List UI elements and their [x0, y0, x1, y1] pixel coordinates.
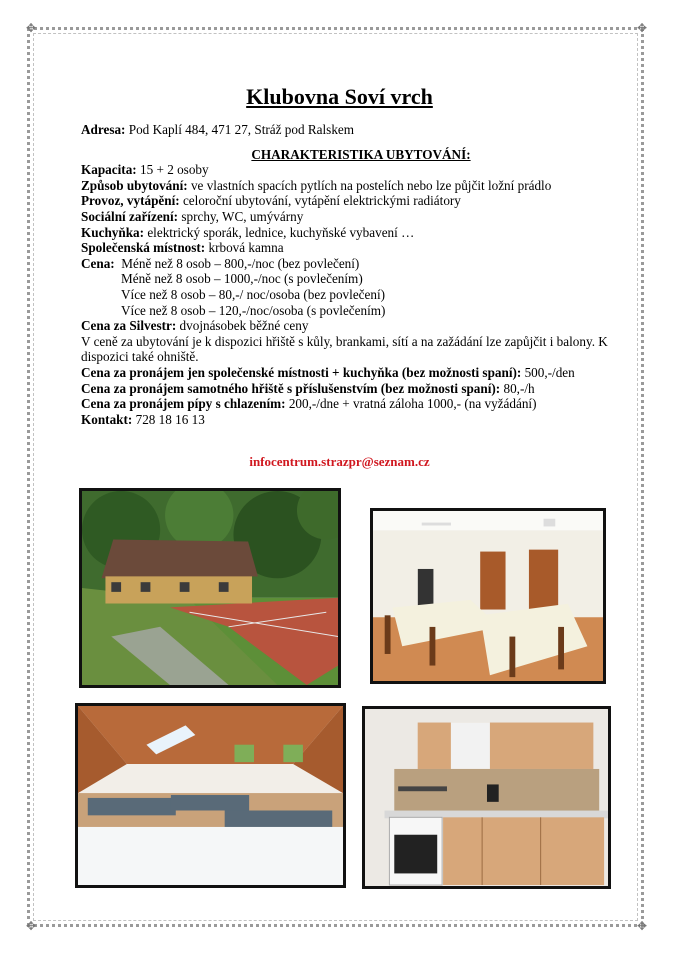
rent-field-line: Cena za pronájem samotného hřiště s příslušenstvím (bez možnosti spaní): 80,-/h — [81, 380, 535, 396]
accommodation-line: Způsob ubytování: ve vlastních spacích pytlích na postelích nebo lze půjčit ložní prádlo — [81, 177, 552, 193]
price-line: Více než 8 osob – 80,-/ noc/osoba (bez povlečení) — [121, 286, 386, 302]
rent-room-line: Cena za pronájem jen společenské místnosti + kuchyňka (bez možnosti spaní): 500,-/den — [81, 364, 575, 380]
page-title: Klubovna Soví vrch — [246, 84, 433, 109]
sanitary-line: Sociální zařízení: sprchy, WC, umývárny — [81, 208, 304, 224]
operation-line: Provoz, vytápění: celoroční ubytování, vytápění elektrickými radiátory — [81, 193, 461, 209]
info-block — [81, 122, 641, 427]
corner-ornament: ✥ — [26, 21, 37, 35]
kitchen-photo — [362, 706, 611, 889]
common-room-line: Společenská místnost: krbová kamna — [81, 240, 284, 256]
corner-ornament: ✥ — [637, 919, 648, 933]
section-heading: CHARAKTERISTIKA UBYTOVÁNÍ: — [251, 146, 471, 162]
email-link[interactable]: infocentrum.strazpr@seznam.cz — [249, 454, 430, 469]
corner-ornament: ✥ — [637, 21, 648, 35]
price-line: Více než 8 osob – 120,-/noc/osoba (s povlečením) — [121, 302, 386, 318]
bedroom-photo — [75, 703, 346, 888]
dining-room-photo — [370, 508, 606, 684]
price-line: Cena: Méně než 8 osob – 800,-/noc (bez povlečení) — [81, 255, 360, 271]
silvestr-line: Cena za Silvestr: dvojnásobek běžné ceny — [81, 318, 309, 334]
kitchen-line: Kuchyňka: elektrický sporák, lednice, kuchyňské vybavení … — [81, 224, 415, 240]
included-text: V ceně za ubytování je k dispozici hřiště s kůly, brankami, sítí a na zažádání lze zapůjčit i balony. K dispozici také ohniště. — [81, 333, 608, 365]
exterior-photo — [79, 488, 341, 688]
rent-tap-line: Cena za pronájem pípy s chlazením: 200,-/dne + vratná záloha 1000,- (na vyžádání) — [81, 396, 537, 412]
capacity-line: Kapacita: 15 + 2 osoby — [81, 162, 209, 178]
price-line: Méně než 8 osob – 1000,-/noc (s povlečením) — [121, 271, 363, 287]
contact-line: Kontakt: 728 18 16 13 — [81, 411, 205, 427]
corner-ornament: ✥ — [26, 919, 37, 933]
address-line: Adresa: Pod Kaplí 484, 471 27, Stráž pod Ralskem — [81, 122, 355, 137]
